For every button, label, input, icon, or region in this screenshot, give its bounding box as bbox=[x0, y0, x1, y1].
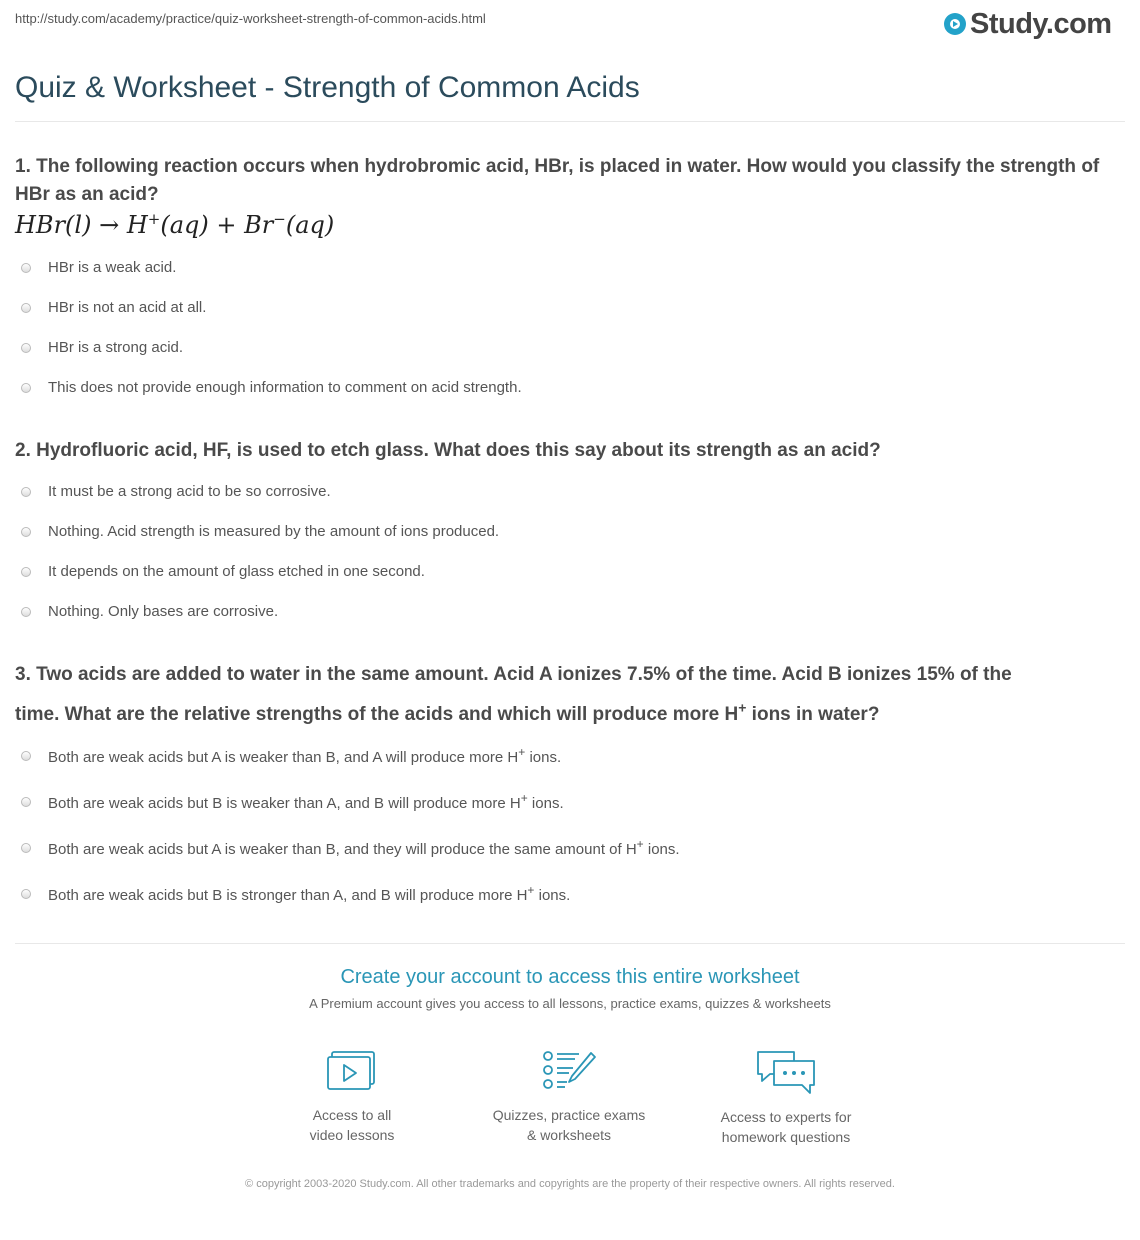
q1-option-2[interactable]: HBr is not an acid at all. bbox=[21, 299, 206, 316]
logo-text: Study.com bbox=[970, 7, 1112, 40]
feature-quizzes: Quizzes, practice exams & worksheets bbox=[469, 1049, 669, 1145]
radio-button[interactable] bbox=[21, 889, 31, 899]
radio-button[interactable] bbox=[21, 567, 31, 577]
radio-button[interactable] bbox=[21, 797, 31, 807]
question-2-text: 2. Hydrofluoric acid, HF, is used to etch glass. What does this say about its strength as an acid? bbox=[15, 440, 881, 461]
radio-button[interactable] bbox=[21, 527, 31, 537]
radio-button[interactable] bbox=[21, 343, 31, 353]
question-1-text: 1. The following reaction occurs when hydrobromic acid, HBr, is placed in water. How would you classify the strength of HBr as an acid? bbox=[15, 156, 1100, 205]
q2-option-2[interactable]: Nothing. Acid strength is measured by the amount of ions produced. bbox=[21, 523, 499, 540]
question-1-equation: HBr(l) → H+(aq) + Br−(aq) bbox=[15, 210, 335, 239]
feature-experts: Access to experts for homework questions bbox=[686, 1049, 886, 1147]
study-logo[interactable] bbox=[944, 6, 1112, 42]
q1-option-1[interactable]: HBr is a weak acid. bbox=[21, 259, 176, 276]
create-account-link[interactable]: Create your account to access this entire worksheet bbox=[340, 966, 800, 988]
q3-option-4[interactable]: Both are weak acids but B is stronger than A, and B will produce more H+ ions. bbox=[21, 883, 570, 904]
q1-option-3[interactable]: HBr is a strong acid. bbox=[21, 339, 183, 356]
promo-subtitle: A Premium account gives you access to all lessons, practice exams, quizzes & worksheets bbox=[309, 996, 831, 1011]
play-logo-icon bbox=[944, 13, 966, 35]
radio-button[interactable] bbox=[21, 607, 31, 617]
q2-option-4[interactable]: Nothing. Only bases are corrosive. bbox=[21, 603, 278, 620]
q3-option-3[interactable]: Both are weak acids but A is weaker than B, and they will produce the same amount of H+ ions. bbox=[21, 837, 680, 858]
page-url: http://study.com/academy/practice/quiz-worksheet-strength-of-common-acids.html bbox=[15, 11, 486, 26]
radio-button[interactable] bbox=[21, 751, 31, 761]
q3-option-2[interactable]: Both are weak acids but B is weaker than A, and B will produce more H+ ions. bbox=[21, 791, 564, 812]
divider bbox=[15, 121, 1125, 122]
divider bbox=[15, 943, 1125, 944]
q1-option-4[interactable]: This does not provide enough information to comment on acid strength. bbox=[21, 379, 522, 396]
radio-button[interactable] bbox=[21, 383, 31, 393]
q3-option-1[interactable]: Both are weak acids but A is weaker than B, and A will produce more H+ ions. bbox=[21, 745, 561, 766]
question-3-text: 3. Two acids are added to water in the same amount. Acid A ionizes 7.5% of the time. Acid B ionizes 15% of the time. What are the relative strengths of the acids and which will produce more H+ ions in water? bbox=[15, 664, 1012, 726]
page-title: Quiz & Worksheet - Strength of Common Acids bbox=[15, 71, 640, 104]
q2-option-1[interactable]: It must be a strong acid to be so corrosive. bbox=[21, 483, 331, 500]
radio-button[interactable] bbox=[21, 843, 31, 853]
feature-video-lessons: Access to all video lessons bbox=[252, 1049, 452, 1145]
radio-button[interactable] bbox=[21, 303, 31, 313]
radio-button[interactable] bbox=[21, 263, 31, 273]
chat-bubbles-icon bbox=[754, 1049, 818, 1095]
copyright-notice: © copyright 2003-2020 Study.com. All other trademarks and copyrights are the property of their respective owners. All rights reserved. bbox=[245, 1178, 895, 1190]
quiz-checklist-icon bbox=[541, 1049, 597, 1093]
q2-option-3[interactable]: It depends on the amount of glass etched in one second. bbox=[21, 563, 425, 580]
video-lessons-icon bbox=[326, 1049, 378, 1093]
radio-button[interactable] bbox=[21, 487, 31, 497]
